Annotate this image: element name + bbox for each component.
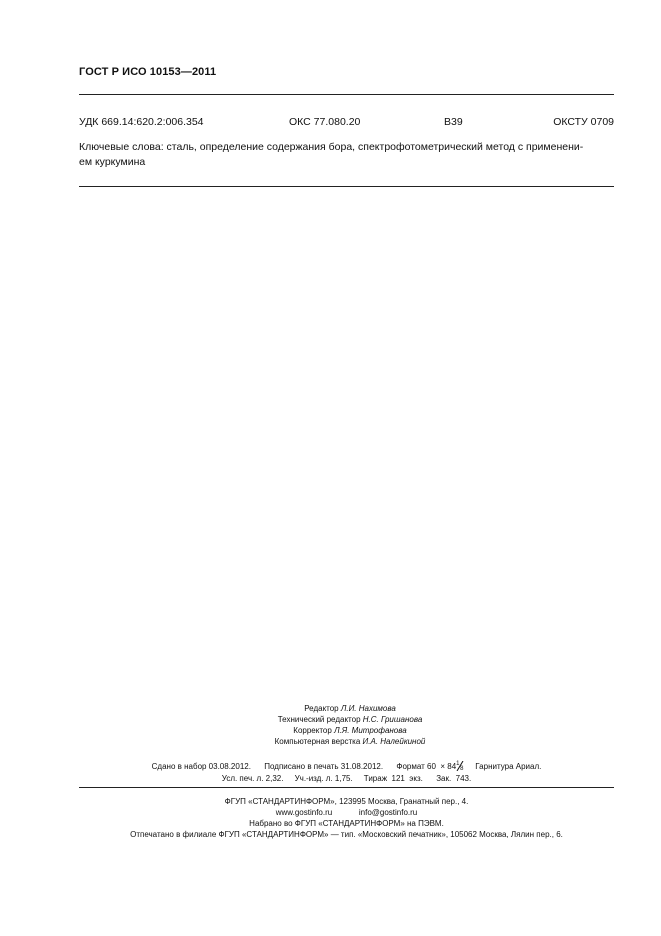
print-info-line-2: Усл. печ. л. 2,32. Уч.-изд. л. 1,75. Тираж 121 экз. Зак. 743. — [221, 774, 472, 783]
editor-line — [200, 703, 500, 714]
keywords-line-2: ем куркумина — [79, 156, 146, 168]
printed-info: Отпечатано в филиале ФГУП «СТАНДАРТИНФОРМ» — тип. «Московский печатник», 105062 Москва, Лялин пер., 6. — [130, 830, 563, 839]
publisher-website-link[interactable]: www.gostinfo.ru — [275, 808, 333, 817]
corrector-label: Корректор — [293, 726, 332, 735]
fraction-denominator: 8 — [460, 766, 464, 772]
oks-code: ОКС 77.080.20 — [289, 116, 361, 128]
layout-name: И.А. Налейкиной — [362, 737, 426, 746]
keywords-divider — [79, 186, 614, 187]
tech-editor-name: Н.С. Гришанова — [362, 715, 423, 724]
editor-label: Редактор — [304, 704, 339, 713]
publisher-address: ФГУП «СТАНДАРТИНФОРМ», 123995 Москва, Гранатный пер., 4. — [224, 797, 469, 806]
keywords-line-1: Ключевые слова: сталь, определение содержания бора, спектрофотометрический метод с применени- — [79, 141, 584, 153]
layout-label: Компьютерная верстка — [274, 737, 361, 746]
tech-editor-line — [200, 714, 500, 725]
keywords-block — [79, 140, 615, 170]
print-info-text-a: Сдано в набор 03.08.2012. Подписано в печать 31.08.2012. Формат 60 × 84 — [151, 762, 457, 771]
print-info-line-1 — [79, 761, 614, 772]
footer-divider — [79, 787, 614, 788]
header-divider — [79, 94, 614, 95]
layout-line — [200, 736, 500, 747]
corrector-line — [200, 725, 500, 736]
typeset-info: Набрано во ФГУП «СТАНДАРТИНФОРМ» на ПЭВМ. — [249, 819, 444, 828]
fraction-numerator: 1 — [456, 761, 460, 767]
corrector-name: Л.Я. Митрофанова — [334, 726, 407, 735]
group-code: В39 — [444, 116, 463, 128]
tech-editor-label: Технический редактор — [277, 715, 361, 724]
credits-block — [200, 703, 500, 747]
okstu-code: ОКСТУ 0709 — [553, 116, 614, 128]
print-info-text-b: Гарнитура Ариал. — [464, 762, 542, 771]
editor-name: Л.И. Нахимова — [340, 704, 396, 713]
udk-code: УДК 669.14:620.2:006.354 — [79, 116, 204, 128]
format-fraction — [456, 761, 464, 771]
publisher-contacts — [79, 807, 614, 818]
publisher-email-link[interactable]: info@gostinfo.ru — [358, 808, 418, 817]
document-header-title: ГОСТ Р ИСО 10153—2011 — [79, 66, 217, 78]
